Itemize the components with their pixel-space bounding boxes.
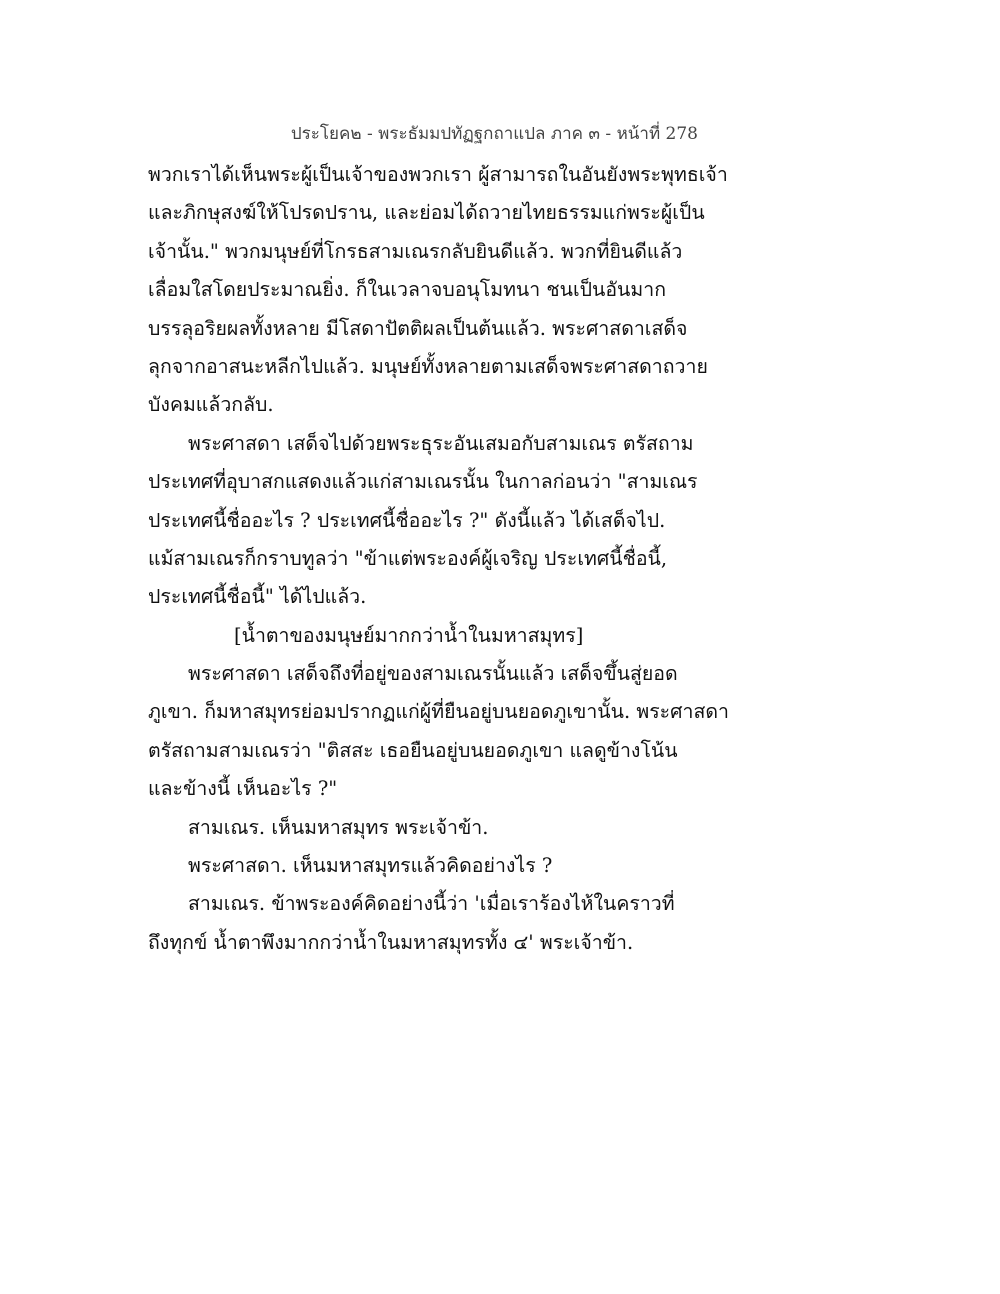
text-line: เจ้านั้น." พวกมนุษย์ที่โกรธสามเณรกลับยินดีแล้ว. พวกที่ยินดีแล้ว	[148, 239, 683, 263]
text-line: ประเทศนี้ชื่ออะไร ? ประเทศนี้ชื่ออะไร ?" ดังนี้แล้ว ได้เสด็จไป.	[148, 508, 666, 532]
body-text	[148, 156, 728, 962]
text-line: และภิกษุสงฆ์ให้โปรดปราน, และย่อมได้ถวายไทยธรรมแก่พระผู้เป็น	[148, 201, 705, 225]
paragraph-start-line: พระศาสดา เสด็จถึงที่อยู่ของสามเณรนั้นแล้ว เสด็จขึ้นสู่ยอด	[188, 662, 678, 686]
page-header: ประโยค๒ - พระธัมมปทัฏฐกถาแปล ภาค ๓ - หน้าที่ 278	[290, 124, 698, 144]
text-line: ตรัสถามสามเณรว่า "ติสสะ เธอยืนอยู่บนยอดภูเขา แลดูข้างโน้น	[148, 738, 678, 762]
dialogue-line: สามเณร. เห็นมหาสมุทร พระเจ้าข้า.	[188, 815, 489, 839]
dialogue-line: สามเณร. ข้าพระองค์คิดอย่างนี้ว่า 'เมื่อเราร้องไห้ในคราวที่	[188, 892, 675, 916]
text-line: ลุกจากอาสนะหลีกไปแล้ว. มนุษย์ทั้งหลายตามเสด็จพระศาสดาถวาย	[148, 354, 708, 378]
paragraph-start-line: พระศาสดา เสด็จไปด้วยพระธุระอันเสมอกับสามเณร ตรัสถาม	[188, 431, 694, 455]
text-line: และข้างนี้ เห็นอะไร ?"	[148, 777, 338, 801]
section-heading: [น้ำตาของมนุษย์มากกว่าน้ำในมหาสมุทร]	[234, 623, 584, 647]
text-line: ประเทศที่อุบาสกแสดงแล้วแก่สามเณรนั้น ในกาลก่อนว่า "สามเณร	[148, 470, 698, 494]
text-line: เลื่อมใสโดยประมาณยิ่ง. ก็ในเวลาจบอนุโมทนา ชนเป็นอันมาก	[148, 278, 666, 302]
text-line: แม้สามเณรก็กราบทูลว่า "ข้าแต่พระองค์ผู้เจริญ ประเทศนี้ชื่อนี้,	[148, 546, 668, 570]
text-line: ภูเขา. ก็มหาสมุทรย่อมปรากฏแก่ผู้ที่ยืนอยู่บนยอดภูเขานั้น. พระศาสดา	[148, 700, 729, 724]
text-line: ถึงทุกข์ น้ำตาพึงมากกว่าน้ำในมหาสมุทรทั้ง ๔' พระเจ้าข้า.	[148, 930, 634, 954]
text-line: ประเทศนี้ชื่อนี้" ได้ไปแล้ว.	[148, 585, 367, 609]
text-line: บังคมแล้วกลับ.	[148, 393, 274, 417]
text-line: บรรลุอริยผลทั้งหลาย มีโสดาปัตติผลเป็นต้นแล้ว. พระศาสดาเสด็จ	[148, 316, 688, 340]
text-line: พวกเราได้เห็นพระผู้เป็นเจ้าของพวกเรา ผู้สามารถในอันยังพระพุทธเจ้า	[148, 163, 728, 186]
dialogue-line: พระศาสดา. เห็นมหาสมุทรแล้วคิดอย่างไร ?	[188, 854, 553, 878]
